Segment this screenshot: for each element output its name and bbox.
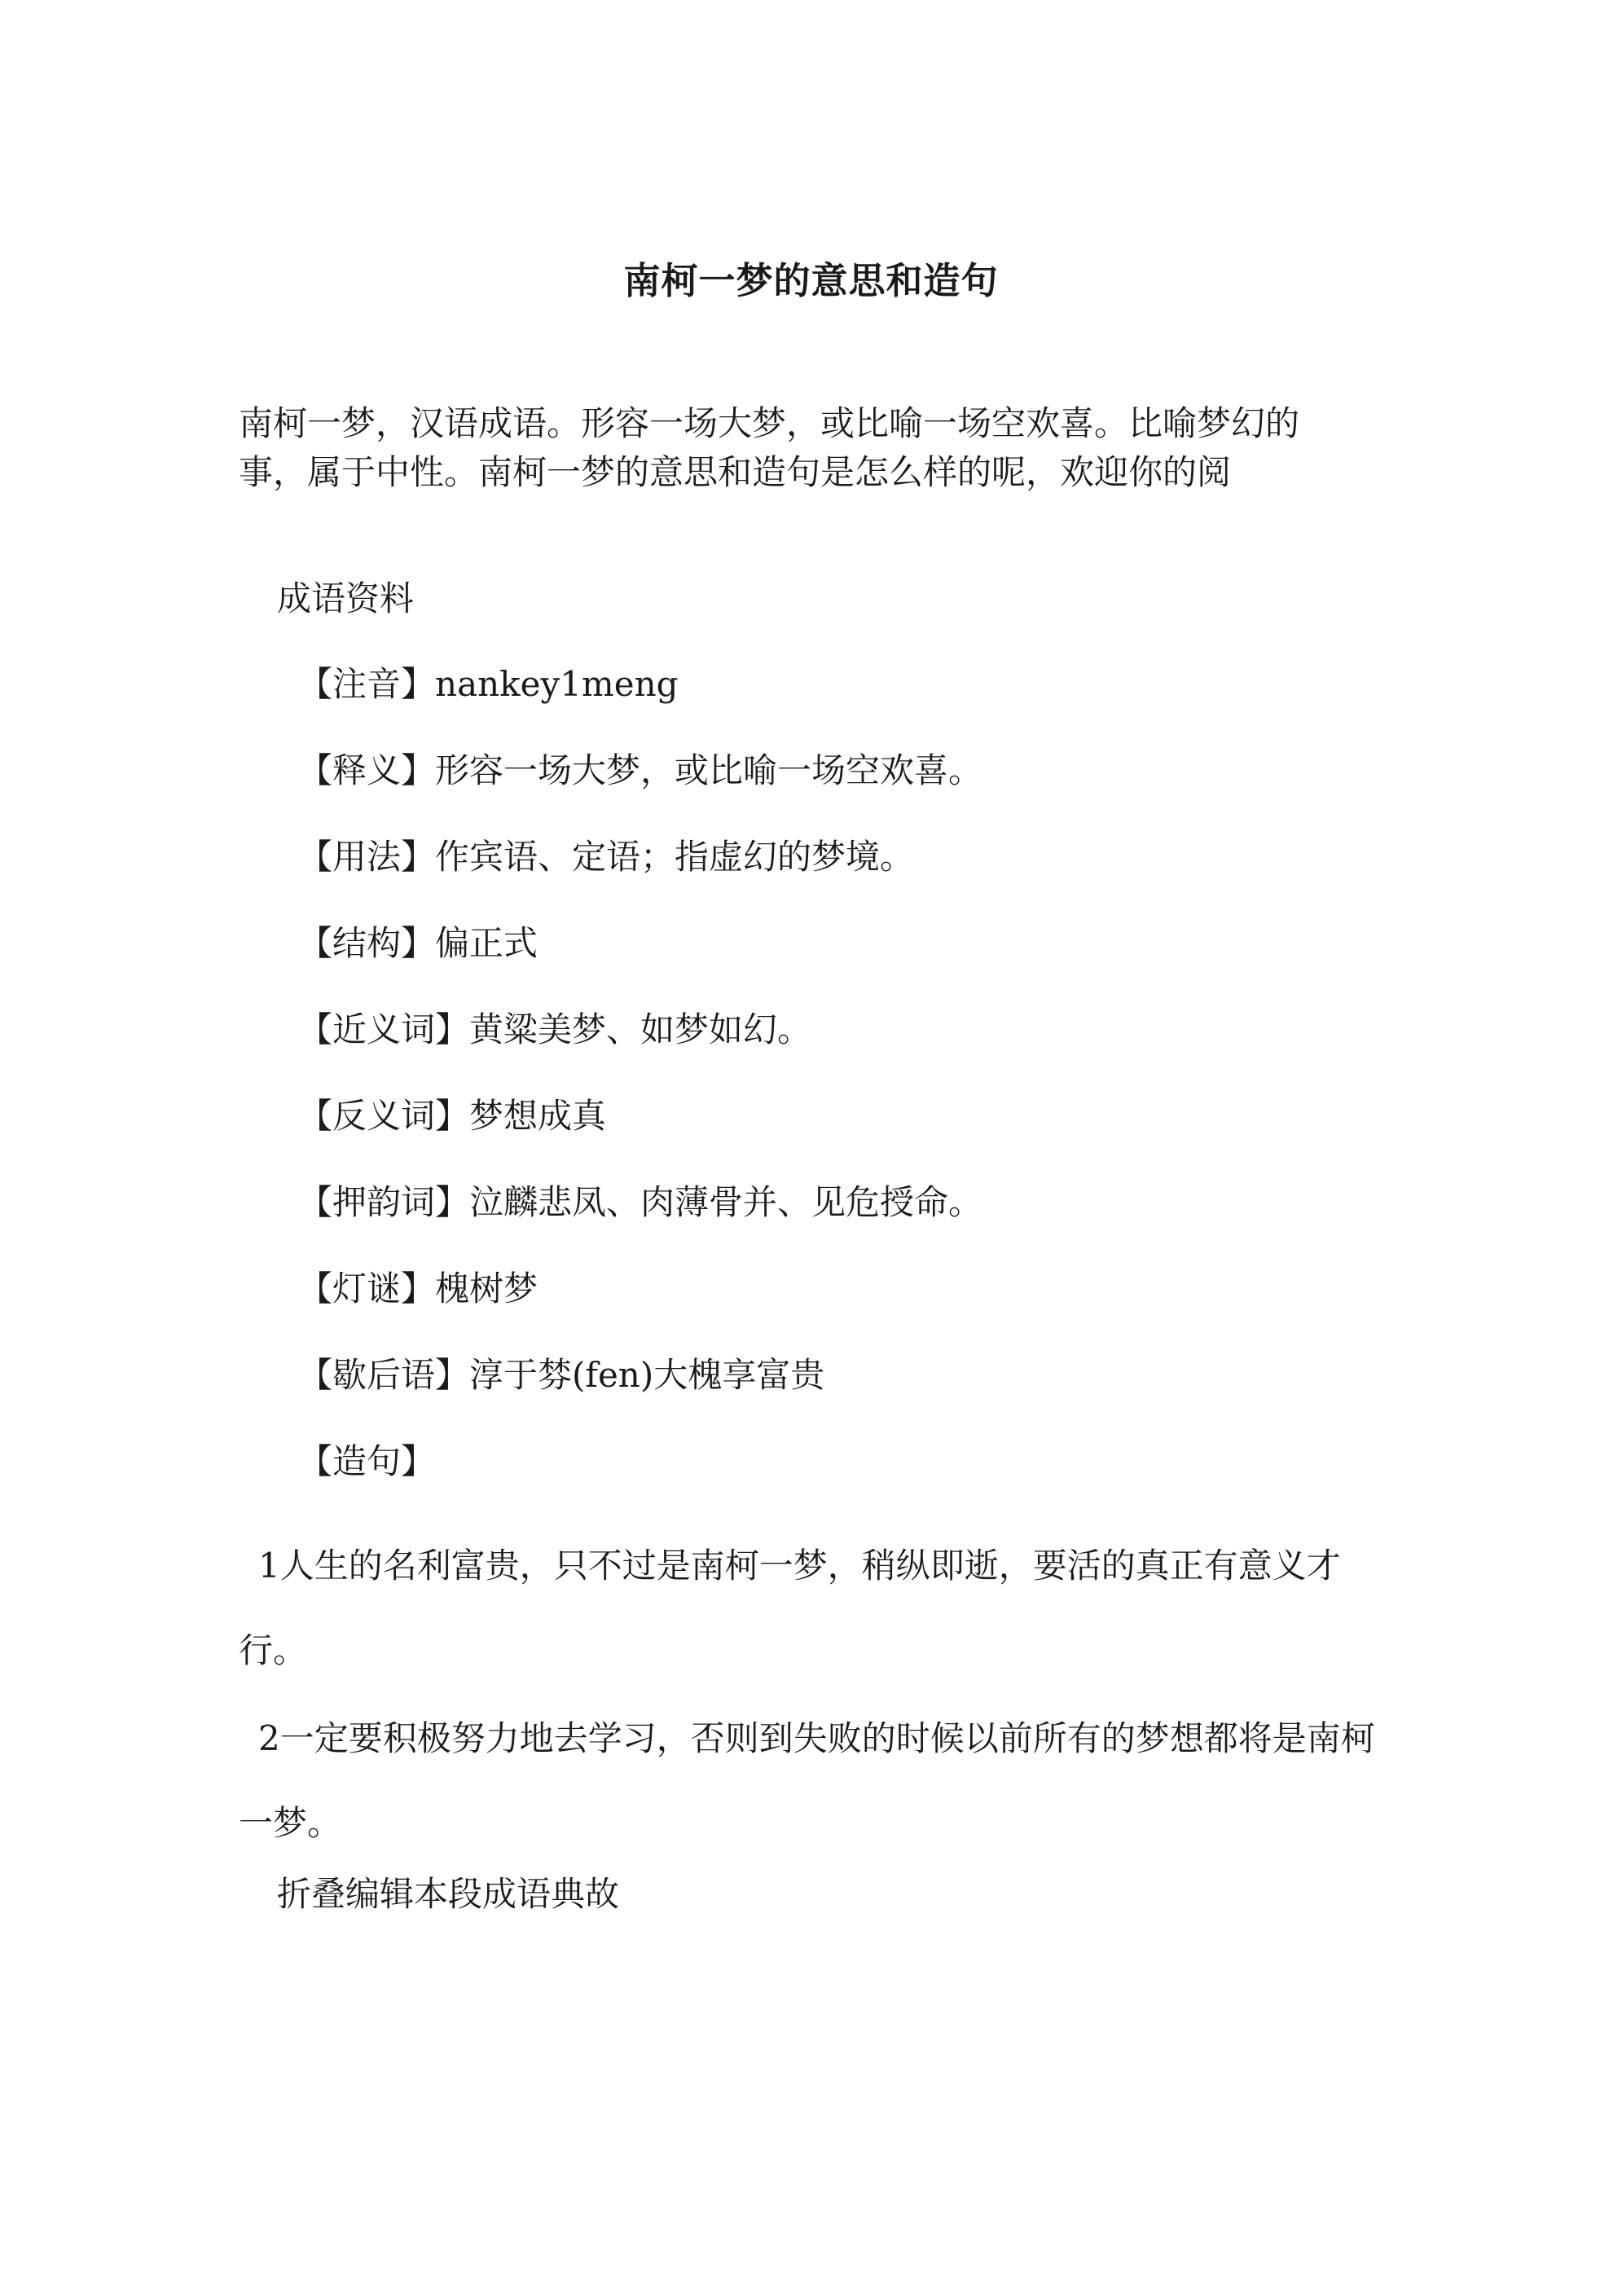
entry-label: 【灯谜】 xyxy=(298,1269,436,1309)
entry-value: 形容一场大梦，或比喻一场空欢喜。 xyxy=(435,750,983,790)
entry-value: 槐树梦 xyxy=(435,1269,538,1309)
entry-usage xyxy=(298,833,982,919)
entry-label: 【释义】 xyxy=(298,750,436,790)
idiom-entry-list xyxy=(298,660,982,1524)
section-heading-idiom-info: 成语资料 xyxy=(277,578,415,618)
entry-pinyin xyxy=(298,660,982,746)
entry-value: 黄粱美梦、如梦如幻。 xyxy=(469,1009,812,1049)
example-number: 1 xyxy=(258,1546,280,1586)
entry-value: 梦想成真 xyxy=(469,1096,607,1136)
entry-synonyms xyxy=(298,1005,982,1092)
entry-label: 【结构】 xyxy=(298,923,436,963)
entry-value: 作宾语、定语；指虚幻的梦境。 xyxy=(435,837,915,877)
entry-xiehouyu xyxy=(298,1351,982,1437)
entry-value: nankey1meng xyxy=(435,664,679,704)
example-sentence xyxy=(239,1696,1396,1866)
example-sentence xyxy=(239,1524,1396,1693)
entry-label: 【用法】 xyxy=(298,837,436,877)
entry-label: 【注音】 xyxy=(298,664,436,704)
entry-rhymes xyxy=(298,1178,982,1265)
entry-value: 偏正式 xyxy=(435,923,538,963)
section-heading-idiom-origin: 折叠编辑本段成语典故 xyxy=(277,1874,620,1914)
document-title: 南柯一梦的意思和造句 xyxy=(623,259,999,303)
entry-antonyms xyxy=(298,1092,982,1178)
entry-label: 【反义词】 xyxy=(298,1096,470,1136)
intro-line: 事，属于中性。南柯一梦的意思和造句是怎么样的呢，欢迎你的阅 xyxy=(239,452,1232,492)
entry-label: 【造句】 xyxy=(298,1441,436,1481)
example-sentence-list xyxy=(239,1524,1396,1869)
example-text: 一定要积极努力地去学习，否则到失败的时候以前所有的梦想都将是南柯一梦。 xyxy=(239,1718,1375,1843)
example-text: 人生的名利富贵，只不过是南柯一梦，稍纵即逝，要活的真正有意义才行。 xyxy=(239,1546,1341,1670)
entry-meaning xyxy=(298,746,982,833)
entry-value: 淳于棼(fen)大槐享富贵 xyxy=(469,1355,825,1395)
entry-structure xyxy=(298,919,982,1005)
intro-line: 南柯一梦，汉语成语。形容一场大梦，或比喻一场空欢喜。比喻梦幻的 xyxy=(239,403,1300,443)
intro-paragraph xyxy=(239,399,1379,497)
entry-label: 【押韵词】 xyxy=(298,1182,470,1222)
example-number: 2 xyxy=(258,1718,280,1758)
entry-example-sentences xyxy=(298,1437,982,1524)
entry-label: 【近义词】 xyxy=(298,1009,470,1049)
entry-riddle xyxy=(298,1265,982,1351)
entry-label: 【歇后语】 xyxy=(298,1355,470,1395)
entry-value: 泣麟悲凤、肉薄骨并、见危授命。 xyxy=(469,1182,983,1222)
